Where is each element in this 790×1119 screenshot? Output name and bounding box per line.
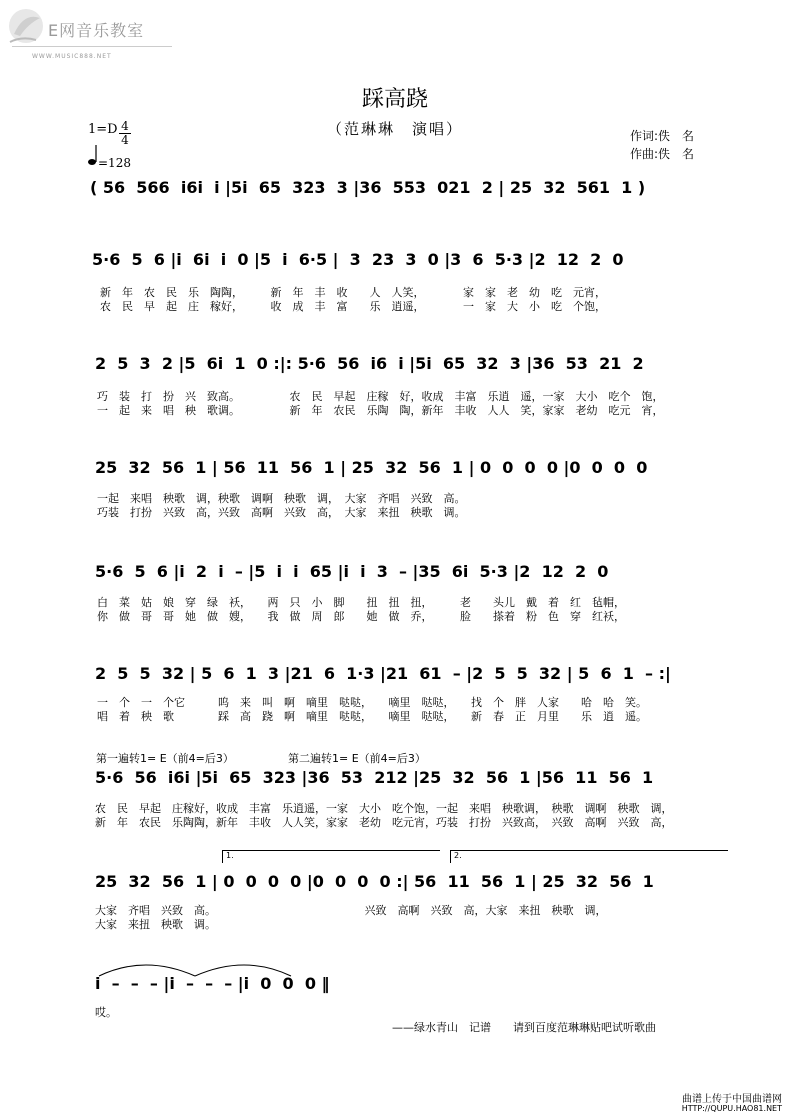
lyrics-row-9-verse-1: 哎。	[95, 1006, 117, 1019]
lyrics-row-8-verse-2: 大家 来扭 秧歌 调。	[95, 918, 216, 931]
notes-row-1: ( 56 566 i6i i |5i 65 323 3 |36 553 021 2 | 25 32 561 1 )	[90, 178, 646, 197]
lyrics-row-4-verse-1: 一起 来唱 秧歌 调，秧歌 调啊 秧歌 调， 大家 齐唱 兴致 高。	[97, 492, 466, 505]
score-row-3	[95, 354, 735, 417]
lyrics-row-3-verse-1: 巧 装 打 扮 兴 致高。 农 民 早起 庄稼 好，收成 丰富 乐逍 遥，一家 大小 吃个 饱，	[97, 390, 664, 403]
notes-row-4: 25 32 56 1 | 56 11 56 1 | 25 32 56 1 | 0 0 0 0 |0 0 0 0	[95, 458, 648, 477]
score-row-4	[95, 458, 735, 518]
score-row-9	[95, 974, 735, 1024]
quarter-note-icon	[88, 144, 98, 166]
score-row-5	[95, 562, 735, 622]
notes-row-7: 5·6 56 i6i |5i 65 323 |36 53 212 |25 32 56 1 |56 11 56 1	[95, 768, 654, 787]
site-url: HTTP://QUPU.HAO81.NET	[681, 1104, 782, 1113]
composer-credit: 作曲:佚 名	[630, 147, 695, 161]
score-row-7	[95, 768, 735, 828]
performer-line: （范琳琳 演唱）	[326, 120, 463, 138]
lyrics-row-5-verse-1: 白 菜 姑 娘 穿 绿 袄， 两 只 小 脚 扭 扭 扭， 老 头儿 戴 着 红 毡帽，	[97, 596, 625, 609]
time-signature	[120, 120, 130, 147]
lyrics-row-2-verse-1: 新 年 农 民 乐 陶陶， 新 年 丰 收 人 人笑， 家 家 老 幼 吃 元宵，	[100, 286, 606, 299]
lyricist-credit: 作词:佚 名	[630, 129, 695, 143]
volta-first-ending: 1.	[222, 850, 440, 863]
header-divider	[12, 46, 172, 47]
lyrics-row-4-verse-2: 巧装 打扮 兴致 高，兴致 高啊 兴致 高， 大家 来扭 秧歌 调。	[97, 506, 466, 519]
lyrics-row-2-verse-2: 农 民 早 起 庄 稼好， 收 成 丰 富 乐 逍遥， 一 家 大 小 吃 个饱，	[100, 300, 606, 313]
score-row-6	[95, 664, 735, 724]
notes-row-6: 2 5 5 32 | 5 6 1 3 |21 6 1·3 |21 61 – |2 5 5 32 | 5 6 1 – :|	[95, 664, 671, 683]
score-row-1	[90, 178, 730, 208]
brand-logo-icon	[6, 6, 46, 46]
transcriber-credit: ——绿水青山 记谱 请到百度范琳琳贴吧试听歌曲	[392, 1021, 656, 1034]
brand-url: WWW.MUSIC888.NET	[32, 53, 112, 60]
tie-arcs	[95, 958, 315, 978]
lyrics-row-3-verse-2: 一 起 来 唱 秧 歌调。 新 年 农民 乐陶 陶，新年 丰收 人人 笑，家家 老幼 吃元 宵，	[97, 404, 664, 417]
lyrics-row-5-verse-2: 你 做 哥 哥 她 做 嫂， 我 做 周 郎 她 做 乔， 脸 搽着 粉 色 穿 红袄，	[97, 610, 625, 623]
notes-row-8: 25 32 56 1 | 0 0 0 0 |0 0 0 0 :| 56 11 56 1 | 25 32 56 1	[95, 872, 654, 891]
notes-row-3: 2 5 3 2 |5 6i 1 0 :|: 5·6 56 i6 i |5i 65 32 3 |36 53 21 2	[95, 354, 644, 373]
modulation-first: 第一遍转1= E（前4=后3）	[96, 752, 234, 765]
lyrics-row-8-verse-1: 大家 齐唱 兴致 高。 兴致 高啊 兴致 高，大家 来扭 秧歌 调，	[95, 904, 607, 917]
lyrics-row-6-verse-2: 唱 着 秧 歌 踩 高 跷 啊 嘀里 哒哒， 嘀里 哒哒， 新 春 正 月里 乐 逍 遥。	[97, 710, 647, 723]
volta-second-ending: 2.	[450, 850, 728, 863]
tempo-marking: =128	[98, 156, 131, 170]
notes-row-2: 5·6 5 6 |i 6i i 0 |5 i 6·5 | 3 23 3 0 |3 6 5·3 |2 12 2 0	[92, 250, 624, 269]
lyrics-row-7-verse-1: 农 民 早起 庄稼好，收成 丰富 乐逍遥，一家 大小 吃个饱，一起 来唱 秧歌调， 秧歌 调啊 秧歌 调，	[95, 802, 673, 815]
lyrics-row-6-verse-1: 一 个 一 个它 呜 来 叫 啊 嘀里 哒哒， 嘀里 哒哒， 找 个 胖 人家 哈 哈 笑。	[97, 696, 647, 709]
notes-row-5: 5·6 5 6 |i 2 i – |5 i i 65 |i i 3 – |35 6i 5·3 |2 12 2 0	[95, 562, 609, 581]
meter-top: 4	[121, 119, 129, 133]
brand-name: E网音乐教室	[48, 21, 145, 40]
meter-bottom: 4	[121, 133, 129, 147]
modulation-second: 第二遍转1= E（前4=后3）	[288, 752, 426, 765]
key-signature: 1=D	[88, 122, 118, 137]
score-row-2	[92, 250, 732, 313]
lyrics-row-7-verse-2: 新 年 农民 乐陶陶，新年 丰收 人人笑，家家 老幼 吃元宵，巧装 打扮 兴致高， 兴致 高啊 兴致 高，	[95, 816, 673, 829]
notes-row-9: i – – – |i – – – |i 0 0 0 ‖	[95, 974, 330, 993]
song-title: 踩高跷	[361, 87, 428, 112]
score-row-8	[95, 872, 735, 932]
site-credit: 曲谱上传于中国曲谱网	[682, 1094, 782, 1105]
